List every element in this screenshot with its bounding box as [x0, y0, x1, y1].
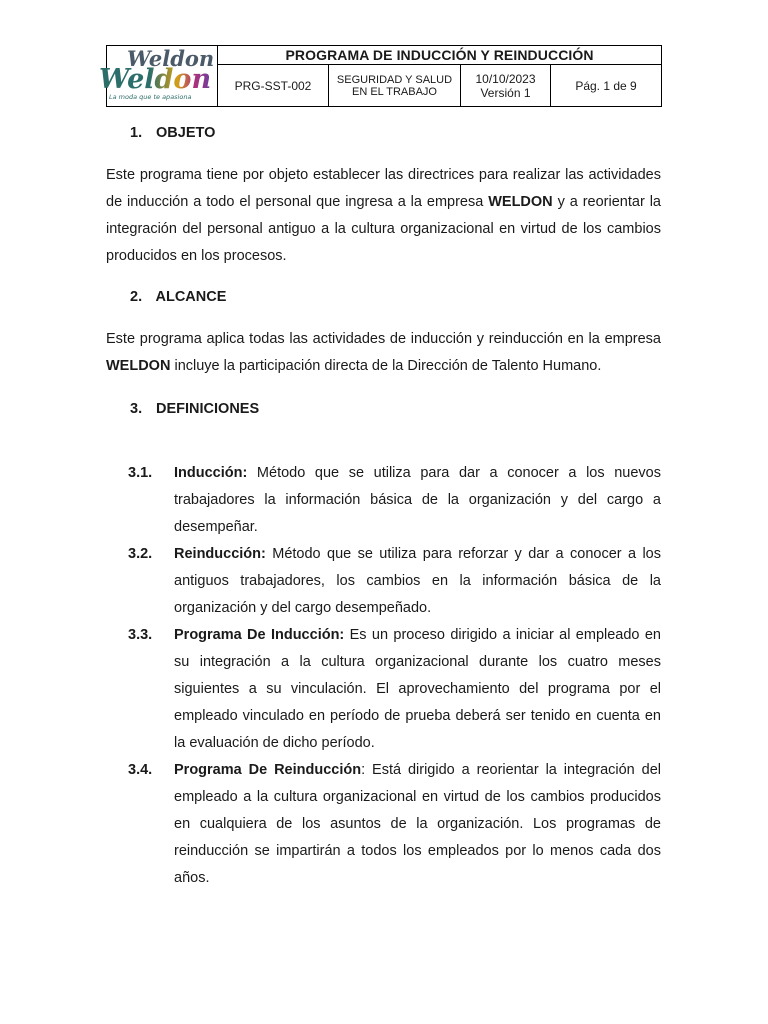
definition-item: 3.2. Reinducción: Método que se utiliza para reforzar y dar a conocer a los antiguos trabajadores, los cambios en la información básica de la organización y del cargo desempeñado.: [128, 546, 661, 616]
section-heading-definiciones: 3. DEFINICIONES: [130, 401, 260, 417]
document-version: Versión 1: [480, 85, 531, 100]
company-logo: [99, 46, 218, 107]
svg-text:La moda que te apasiona: La moda que te apasiona: [109, 93, 192, 101]
alcance-paragraph: Este programa aplica todas las actividades de inducción y reinducción en la empresa WELDON incluye la participación directa de la Dirección de Talento Humano.: [106, 331, 661, 374]
document-code: PRG-SST-002: [218, 65, 329, 107]
document-date: 10/10/2023: [475, 71, 536, 86]
definition-item: 3.3. Programa De Inducción: Es un proceso dirigido a iniciar al empleado en su integración a la cultura organizacional durante los cuatro meses siguientes a su vinculación. El aprovechamiento del programa por el empleado vinculado en período de prueba deberá ser tenido en cuenta en la evaluación de dicho período.: [128, 627, 661, 751]
definitions-list: [106, 460, 661, 892]
brand-name: WELDON: [488, 194, 553, 210]
section-heading-objeto: 1. OBJETO: [130, 125, 216, 141]
definition-text: Método que se utiliza para reforzar y dar a conocer a los antiguos trabajadores, los cambios en la información básica de la organización y del cargo desempeñado.: [174, 546, 661, 616]
brand-name: WELDON: [106, 358, 171, 374]
document-body: [106, 118, 661, 892]
definition-term: Programa De Reinducción: [174, 762, 362, 778]
definition-text: Es un proceso dirigido a iniciar al empleado en su integración a la cultura organizacional durante los cuatro meses siguientes a su vinculación. El aprovechamiento del programa por el empleado vinculado en período de prueba deberá ser tenido en cuenta en la evaluación de dicho período.: [174, 627, 661, 751]
definition-text: : Está dirigido a reorientar la integración del empleado a la cultura organizacional en virtud de los cambios producidos en cualquiera de los asuntos de la organización. Los programas de reinducción se impartirán a todos los empleados por lo menos cada dos años.: [174, 762, 661, 886]
page-number: Pág. 1 de 9: [551, 65, 662, 107]
definition-term: Inducción:: [174, 465, 248, 481]
document-date-version: [461, 65, 551, 107]
document-area: SEGURIDAD Y SALUD EN EL TRABAJO: [329, 65, 461, 107]
document-header-table: [99, 45, 662, 107]
document-title: PROGRAMA DE INDUCCIÓN Y REINDUCCIÓN: [218, 46, 662, 65]
section-heading-alcance: 2. ALCANCE: [130, 289, 227, 305]
weldon-logo-icon: [93, 44, 223, 108]
definition-text: Método que se utiliza para dar a conocer a los nuevos trabajadores la información básica de la organización y del cargo a desempeñar.: [174, 465, 661, 535]
definition-item: 3.4. Programa De Reinducción: Está dirigido a reorientar la integración del empleado a la cultura organizacional en virtud de los cambios producidos en cualquiera de los asuntos de la organización. Los programas de reinducción se impartirán a todos los empleados por lo menos cada dos años.: [128, 762, 661, 886]
definition-term: Programa De Inducción:: [174, 627, 345, 643]
svg-text:Weldon: Weldon: [127, 46, 215, 71]
definition-term: Reinducción:: [174, 546, 266, 562]
objeto-paragraph: Este programa tiene por objeto establecer las directrices para realizar las actividades de inducción a todo el personal que ingresa a la empresa WELDON y a reorientar la integración del personal antiguo a la cultura organizacional en virtud de los cambios producidos en los procesos.: [106, 167, 661, 264]
svg-text:Weldon: Weldon: [99, 64, 212, 95]
definition-item: 3.1. Inducción: Método que se utiliza para dar a conocer a los nuevos trabajadores la información básica de la organización y del cargo a desempeñar.: [128, 465, 661, 535]
